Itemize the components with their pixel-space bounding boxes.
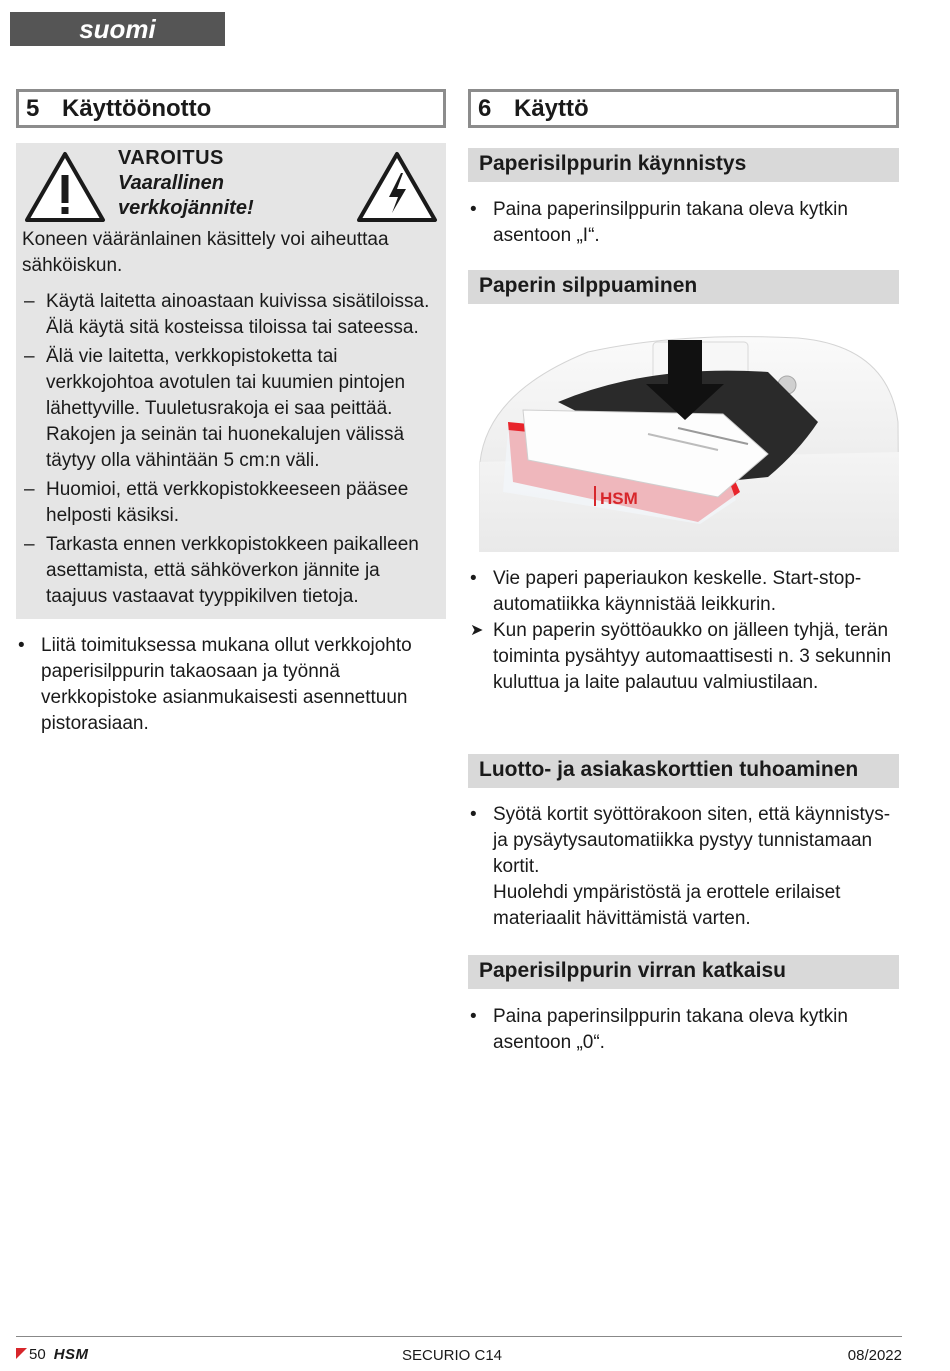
publication-date: 08/2022 <box>847 1347 902 1364</box>
cards-instruction: Syötä kortit syöttörakoon siten, että käynnistys- ja pysäytysautomatiikka pystyy tunnistamaan kortit. <box>493 804 891 877</box>
warning-intro: Koneen vääränlainen käsittely voi aiheuttaa sähköiskun. <box>22 229 389 276</box>
list-item: • Vie paperi paperiaukon keskelle. Start-stop-automatiikka käynnistää leikkurin. <box>468 566 899 618</box>
page-marker-icon <box>16 1346 27 1363</box>
electrical-hazard-icon <box>356 151 438 231</box>
page-number: 50 <box>29 1346 46 1363</box>
list-item: • Paina paperinsilppurin takana oleva kytkin asentoon „I“. <box>468 197 887 249</box>
warning-box <box>16 143 446 619</box>
footer-divider <box>16 1336 902 1337</box>
warning-item: – Tarkasta ennen verkkopistokkeen paikalleen asettamista, että sähköverkon jännite ja taajuus vastaavat tyyppikilven tietoja. <box>22 532 438 610</box>
photo-brand-label: HSM <box>600 489 638 508</box>
warning-subtitle-1: Vaarallinen <box>118 172 224 194</box>
list-item: • Liitä toimituksessa mukana ollut verkkojohto paperisilppurin takaosaan ja työnnä verkkopistoke asianmukaisesti asennettuun pistorasiaan. <box>16 633 440 737</box>
section-title-shred: Paperin silppuaminen <box>468 270 899 304</box>
section-operation <box>468 89 899 1056</box>
footer-brand: HSM <box>53 1346 89 1363</box>
list-item <box>468 802 899 932</box>
warning-item: – Käytä laitetta ainoastaan kuivissa sisätiloissa. Älä käytä sitä kosteissa tiloissa tai sateessa. <box>22 289 438 341</box>
shredder-photo <box>468 332 899 552</box>
chapter-title-5 <box>16 89 446 128</box>
result-text: Kun paperin syöttöaukko on jälleen tyhjä, terän toiminta pysähtyy automaattisesti n. 3 sekunnin kuluttua ja laite palautuu valmiustilaan. <box>493 620 892 693</box>
list-item: • Paina paperinsilppurin takana oleva kytkin asentoon „0“. <box>468 1004 887 1056</box>
chapter-title-text: Käyttö <box>514 95 589 122</box>
product-name: SECURIO C14 <box>402 1347 503 1364</box>
section-title-start: Paperisilppurin käynnistys <box>468 148 899 182</box>
cards-note: Huolehdi ympäristöstä ja erottele erilaiset materiaalit hävittämistä varten. <box>493 882 841 929</box>
warning-list <box>22 289 438 610</box>
warning-subtitle-2: verkkojännite! <box>118 197 254 219</box>
warning-item: – Huomioi, että verkkopistokkeeseen pääsee helposti käsiksi. <box>22 477 438 529</box>
cards-list <box>468 802 899 932</box>
chapter-title-6 <box>468 89 899 128</box>
chapter-number: 6 <box>478 95 492 122</box>
start-list <box>468 197 899 249</box>
off-list <box>468 1004 899 1056</box>
result-item <box>468 618 899 696</box>
section-title-off: Paperisilppurin virran katkaisu <box>468 955 899 989</box>
chapter-title-text: Käyttöönotto <box>62 95 212 122</box>
shred-list <box>468 566 899 696</box>
general-warning-icon <box>24 151 106 231</box>
chapter-number: 5 <box>26 95 40 122</box>
language-tab: suomi <box>10 12 225 46</box>
warning-item: – Älä vie laitetta, verkkopistoketta tai verkkojohtoa avotulen tai kuumien pintojen lähettyville. Tuuletusrakoja ei saa peittää. Rakojen ja seinän tai huonekalujen välissä täytyy olla vähintään 5 cm:n väli. <box>22 344 438 474</box>
page-footer <box>16 1344 902 1366</box>
section-title-cards: Luotto- ja asiakaskorttien tuhoaminen <box>468 754 899 788</box>
warning-title: VAROITUS <box>118 147 224 169</box>
connect-instructions <box>16 633 446 737</box>
section-commissioning <box>16 89 446 737</box>
